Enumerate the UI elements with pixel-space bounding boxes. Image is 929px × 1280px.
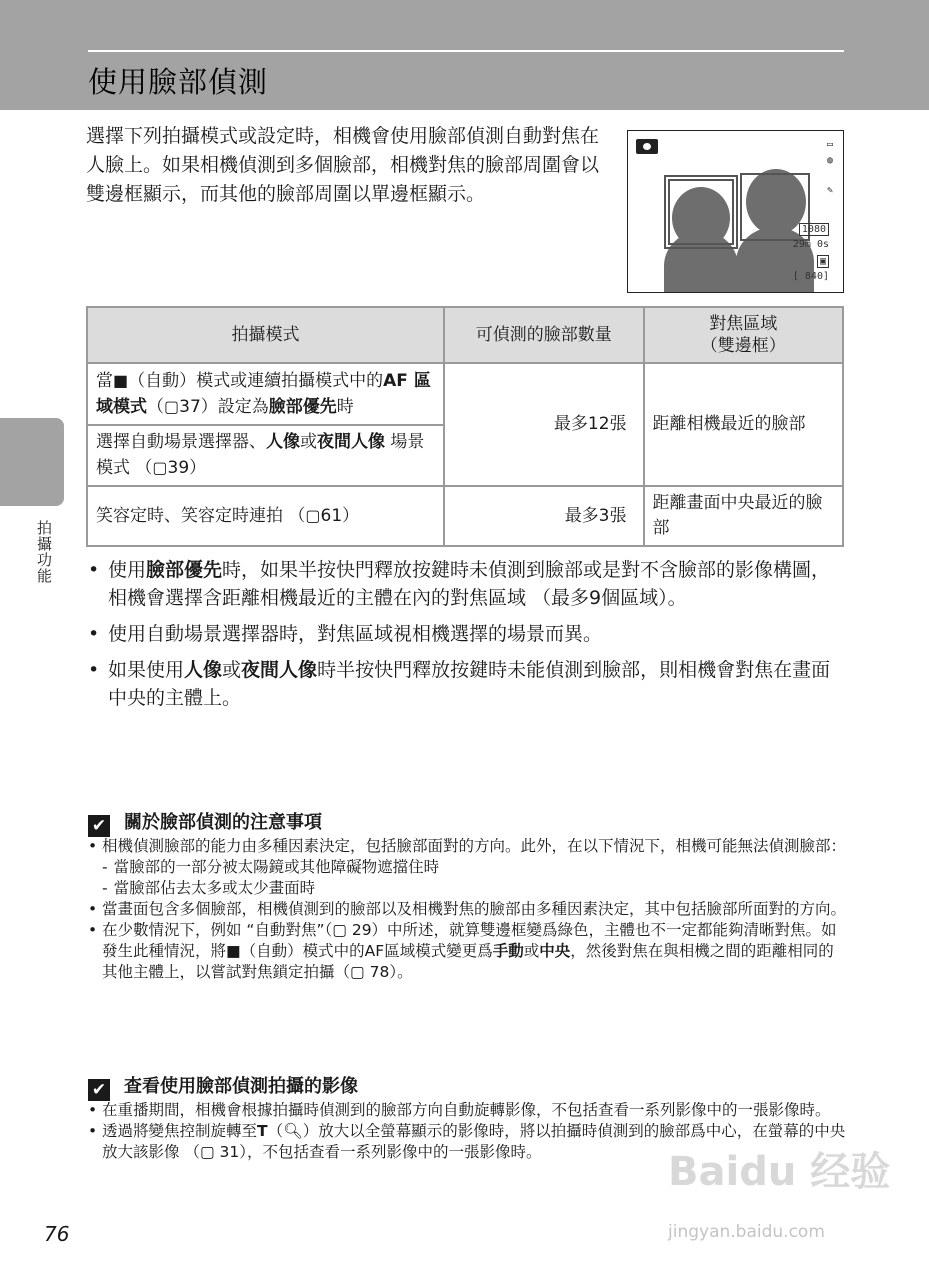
note-heading-cautions: ✔ 關於臉部偵測的注意事項 — [88, 808, 322, 837]
header-band — [0, 0, 929, 110]
watermark-url: jingyan.baidu.com — [668, 1222, 825, 1242]
list-item: • 使用臉部優先時，如果半按快門釋放按鍵時未偵測到臉部或是對不含臉部的影像構圖，相機會選擇含距離相機最近的主體在內的對焦區域 （最多9個區域）。 — [86, 556, 836, 612]
table-header-row — [87, 307, 843, 363]
header-face-count: 可偵測的臉部數量 — [444, 307, 644, 363]
page-title: 使用臉部偵測 — [88, 65, 269, 99]
face-detection-table — [86, 306, 844, 547]
focused-face-double-frame-inner — [668, 179, 734, 245]
image-size-icon: ▣ — [817, 255, 829, 268]
checkmark-icon: ✔ — [88, 815, 110, 837]
section-tab — [0, 418, 64, 506]
zoom-magnifier-icon: 🔍︎ — [283, 1122, 303, 1140]
list-item: • 如果使用人像或夜間人像時半按快門釋放按鍵時未能偵測到臉部，則相機會對焦在畫面中央的主體上。 — [86, 656, 836, 712]
remaining-time: 29m 0s — [792, 239, 829, 250]
video-mode-indicator: 1080 — [799, 223, 829, 236]
note-list-cautions — [86, 836, 846, 983]
book-reference-icon: ▢ — [164, 397, 180, 416]
book-reference-icon: ▢ — [199, 1143, 215, 1161]
table-row — [87, 363, 843, 425]
watermark-logo: Baidu 经验 — [668, 1149, 891, 1195]
header-rule — [88, 50, 844, 52]
sub-item: - 當臉部佔去太多或太少畫面時 — [102, 879, 316, 897]
section-label: 拍攝功能 — [35, 520, 53, 584]
mode-cell-scene: 選擇自動場景選擇器、人像或夜間人像 場景模式 （▢39） — [87, 425, 444, 486]
list-item: • 相機偵測臉部的能力由多種因素決定，包括臉部面對的方向。此外，在以下情況下，相機可能無法偵測臉部： — [86, 836, 846, 857]
book-reference-icon: ▢ — [350, 963, 365, 981]
main-bullet-list — [86, 556, 836, 720]
battery-icon: ▭ — [826, 139, 833, 150]
focus-area-cell: 距離相機最近的臉部 — [644, 363, 843, 486]
mode-cell-auto: 當■（自動）模式或連續拍攝模式中的AF 區域模式（▢37）設定為臉部優先時 — [87, 363, 444, 425]
face-count-cell: 最多3張 — [444, 486, 644, 546]
focus-area-cell: 距離畫面中央最近的臉部 — [644, 486, 843, 546]
table-row — [87, 486, 843, 546]
checkmark-icon: ✔ — [88, 1079, 110, 1101]
intro-paragraph: 選擇下列拍攝模式或設定時，相機會使用臉部偵測自動對焦在人臉上。如果相機偵測到多個臉部，相機對焦的臉部周圍會以雙邊框顯示，而其他的臉部周圍以單邊框顯示。 — [86, 125, 600, 205]
header-shooting-mode: 拍攝模式 — [87, 307, 444, 363]
book-reference-icon: ▢ — [305, 506, 321, 525]
sub-item: - 當臉部的一部分被太陽鏡或其他障礙物遮擋住時 — [102, 858, 440, 876]
motion-detection-icon: ✎ — [826, 185, 833, 196]
auto-mode-camera-icon: ■ — [113, 371, 129, 390]
list-item: • 在重播期間，相機會根據拍攝時偵測到的臉部方向自動旋轉影像，不包括查看一系列影像中的一張影像時。 — [86, 1100, 846, 1121]
book-reference-icon: ▢ — [152, 458, 168, 477]
list-item: • 當畫面包含多個臉部，相機偵測到的臉部以及相機對焦的臉部由多種因素決定，其中包括臉部所面對的方向。 — [86, 899, 846, 920]
camera-screen-illustration — [627, 130, 844, 293]
page-number: 76 — [44, 1222, 70, 1246]
exposures-remaining: [ 840] — [792, 271, 829, 282]
list-item: • 透過將變焦控制旋轉至T（🔍︎）放大以全螢幕顯示的影像時，將以拍攝時偵測到的臉部爲中心，在螢幕的中央放大該影像 （▢ 31），不包括查看一系列影像中的一張影像時。 — [86, 1121, 846, 1163]
book-reference-icon: ▢ — [332, 921, 347, 939]
vibration-reduction-icon: ◍ — [826, 155, 833, 166]
list-item: • 使用自動場景選擇器時，對焦區域視相機選擇的場景而異。 — [86, 620, 836, 648]
auto-mode-camera-icon: ■ — [226, 942, 241, 960]
face-count-cell: 最多12張 — [444, 363, 644, 486]
note-heading-viewing: ✔ 查看使用臉部偵測拍攝的影像 — [88, 1072, 358, 1101]
list-item: • 在少數情況下，例如 “自動對焦”（▢ 29）中所述，就算雙邊框變爲綠色，主體也不一定都能夠清晰對焦。如發生此種情況，將■（自動）模式中的AF區域模式變更爲手動或中央，然後對焦在與相機之間的距離相同的其他主體上，以嘗試對焦鎖定拍攝（▢ 78）。 — [86, 920, 846, 983]
header-focus-area: 對焦區域 （雙邊框） — [644, 307, 843, 363]
mode-cell-smile: 笑容定時、笑容定時連拍 （▢61） — [87, 486, 444, 546]
camera-icon — [636, 139, 658, 154]
